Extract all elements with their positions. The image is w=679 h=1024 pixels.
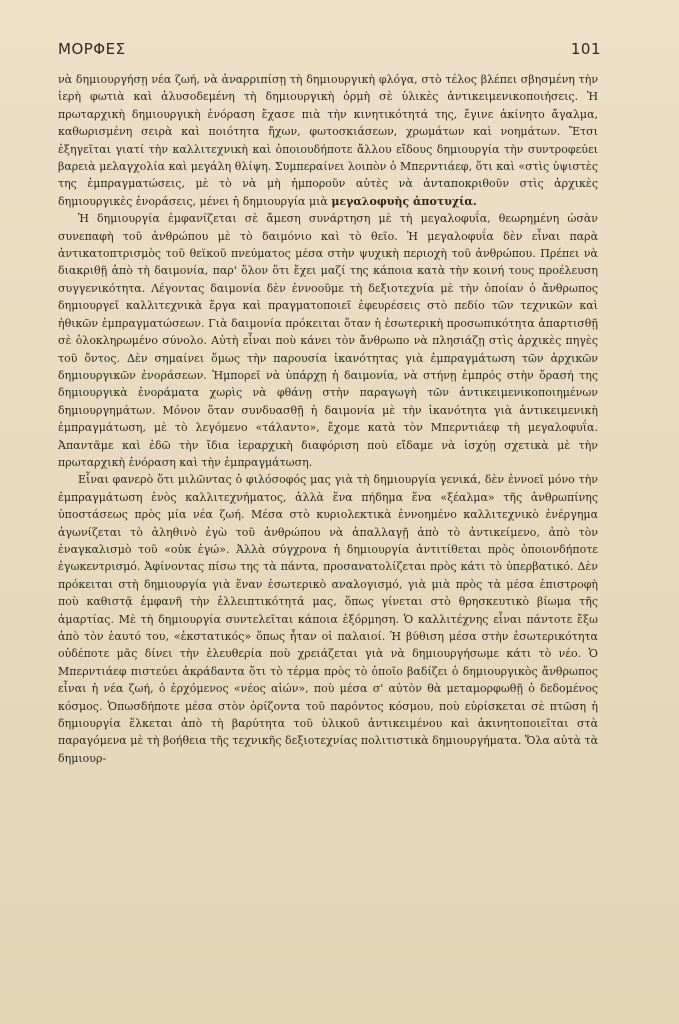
paragraph-text: Εἶναι φανερὸ ὅτι μιλῶντας ὁ φιλόσοφός μας γιὰ τὴ δημιουργία γενικά, δὲν ἐννοεῖ μόνο τὴν ἐμπραγμάτωση ἑνὸς καλλιτεχνήματος, ἀλλὰ ἕνα πήδημα ἕνα «ξέαλμα» τῆς ἀνθρωπίνης ὑποστάσεως πρὸς μία νέα ζωή. Μέσα στὸ κυριολεκτικὰ ἐννοημένο καλλιτεχνικὸ ἐνέργημα ἀγωνίζεται τὸ ἀληθινὸ ἐγὼ τοῦ ἀνθρώπου νὰ ἀπαλλαγῇ ἀπὸ τὸ ἀντικείμενο, ἀπὸ τὸν ἐναγκαλισμὸ τοῦ «οὐκ ἐγώ». Ἀλλὰ σύγχρονα ἡ δημιουργία ἀντιτίθεται πρὸς ὁποιονδήποτε ἐγωκεντρισμό. Ἀφίνοντας πίσω της τὰ πάντα, προσανατολίζεται πρὸς κάτι τὸ ὑπερβατικό. Δὲν πρόκειται στὴ δημιουργία γιὰ ἕναν ἐσωτερικὸ αναλογισμό, γιὰ μιὰ πρὸς τὰ μέσα ἐπιστροφὴ ποὺ καθιστᾷ ἐμφανῆ τὴν ἐλλειπτικότητά μας, ὅπως γίνεται στὸ θρησκευτικὸ βίωμα τῆς ἁμαρτίας. Μὲ τὴ δημιουργία συντελεῖται κάποια ἐξόρμηση. Ὁ καλλιτέχνης εἶναι πάντοτε ἔξω ἀπὸ τὸν ἑαυτό του, «ἐκστατικός» ὅπως ἦταν οἱ παλαιοί. Ἡ βύθιση μέσα στὴν ἐσωτερικότητα οὐδέποτε μᾶς δίνει τὴν ἐλευθερία ποὺ χρειάζεται γιὰ νὰ δημιουργήσωμε κάτι τὸ νέο. Ὁ Μπερντιάεφ πιστεύει ἀκράδαντα ὅτι τὸ τέρμα πρὸς τὸ ὁποῖο βαδίζει ὁ δημιουργικὸς ἄνθρωπος εἶναι ἡ νέα ζωή, ὁ ἐρχόμενος «νέος αἰών», ποὺ μέσα σ' αὐτὸν θὰ μεταμορφωθῇ ὁ δεδομένος κόσμος. Ὁπωσδήποτε μέσα στὸν ὁρίζοντα τοῦ παρόντος κόσμου, ποὺ εὑρίσκεται σὲ πτῶση ἡ δημιουργία ἕλκεται ἀπὸ τὴ βαρύτητα τοῦ ὑλικοῦ ἀντικειμένου καὶ ἀκινητοποιεῖται στὰ παραγόμενα μὲ τὴ βοήθεια τῆς τεχνικῆς δεξιοτεχνίας πολιτιστικὰ δημιουργήματα. Ὅλα αὐτὰ τὰ δημιουρ- bbox=[58, 473, 598, 765]
running-title: ΜΟΡΦΕΣ bbox=[58, 40, 126, 58]
paragraph bbox=[58, 210, 598, 471]
page-number: 101 bbox=[570, 40, 601, 58]
paragraph bbox=[58, 471, 598, 767]
paragraph-text: νὰ δημιουργήσῃ νέα ζωή, νὰ ἀναρριπίσῃ τὴ δημιουργικὴ φλόγα, στὸ τέλος βλέπει σβησμένη τὴν ἱερὴ φωτιὰ καὶ ἀλυσοδεμένη τὴ δημιουργικὴ ὁρμὴ σὲ ὑλικὲς ἀντικειμενικοποιήσεις. Ἡ πρωταρχικὴ δημιουργικὴ ἐνόραση ἔχασε πιὰ τὴν κινητικότητά της, ἔγινε ἀκίνητο ἄγαλμα, καθωρισμένη σειρὰ καὶ ποιότητα ἤχων, φωτοσκιάσεων, χρωμάτων καὶ νοημάτων. Ἔτσι ἐξηγεῖται γιατί τὴν καλλιτεχνικὴ καὶ ὁποιουδήποτε ἄλλου εἴδους δημιουργία τὴν συντροφεύει βαρειὰ μελαγχολία καὶ μεγάλη θλίψη. Συμπεραίνει λοιπὸν ὁ Μπερντιάεφ, ὅτι καὶ «στὶς ὑψιστὲς της ἐμπραγματώσεις, μὲ τὸ νὰ μὴ ἠμποροῦν αὐτὲς νὰ ἀνταποκριθοῦν στὶς ἀρχικὲς δημιουργικὲς ἐνοράσεις, μένει ἡ δημιουργία μιὰ bbox=[58, 73, 598, 208]
running-header bbox=[58, 40, 601, 58]
paragraph-text: Ἡ δημιουργία ἐμφανίζεται σὲ ἄμεση συνάρτηση μὲ τὴ μεγαλοφυΐα, θεωρημένη ὡσὰν συνεπαφὴ τοῦ ἀνθρώπου μὲ τὸ δαιμόνιο καὶ τὸ θεῖο. Ἡ μεγαλοφυΐα δὲν εἶναι παρὰ ἀντικατοπτρισμὸς τοῦ θεϊκοῦ πνεύματος μέσα στὴν ψυχικὴ περιοχὴ τοῦ ἀνθρώπου. Πρέπει νὰ διακριθῇ ἀπὸ τὴ δαιμονία, παρ' ὅλον ὅτι ἔχει μαζί της κάποια κατὰ τὴν κοινή τους προέλευση συγγενικότητα. Λέγοντας δαιμονία δὲν ἐννοοῦμε τὴ δεξιοτεχνία μὲ τὴν ὁποίαν ὁ ἄνθρωπος δημιουργεῖ καλλιτεχνικὰ ἔργα καὶ πραγματοποιεῖ ἐφευρέσεις στὸ πεδίο τῶν τεχνικῶν καὶ ἠθικῶν ἐμπραγματώσεων. Γιὰ δαιμονία πρόκειται ὅταν ἡ ἐσωτερικὴ προσωπικότητα ἀπαρτισθῇ σὲ ὁλοκληρωμένο σύνολο. Αὐτὴ εἶναι ποὺ κάνει τὸν ἄνθρωπο νὰ πλησιάζῃ στὶς ἀρχικὲς πηγὲς τοῦ ὄντος. Δὲν σημαίνει ὅμως τὴν παρουσία ἱκανότητας γιὰ ἐμπραγμάτωση τῶν ἀρχικῶν δημιουργικῶν ἐνοράσεων. Ἠμπορεῖ νὰ ὑπάρχῃ ἡ δαιμονία, νὰ στήνῃ ἐμπρός στὴν ὅρασή της δημιουργικὰ ἐνοράματα χωρὶς νὰ φθάνῃ στὴν παραγωγὴ τῶν ἀντικειμενικοποιημένων δημιουργημάτων. Μόνον ὅταν συνδυασθῇ ἡ δαιμονία μὲ τὴν ἱκανότητα γιὰ ἀντικειμενικὴ ἐμπραγμάτωση, μὲ τὸ λεγόμενο «τάλαντο», ἔχομε κατὰ τὸν Μπερντιάεφ τὴ μεγαλοφυΐα. Ἀπαντᾶμε καὶ ἐδῶ τὴν ἴδια ἱεραρχικὴ διαφόριση ποὺ εἴδαμε νὰ ἰσχύῃ σχετικὰ μὲ τὴν πρωταρχικὴ ἐνόραση καὶ τὴν ἐμπραγμάτωση. bbox=[58, 212, 598, 469]
paragraph bbox=[58, 71, 598, 210]
emphasized-phrase: μεγαλοφυὴς ἀποτυχία. bbox=[331, 194, 477, 208]
body-text bbox=[58, 71, 598, 767]
